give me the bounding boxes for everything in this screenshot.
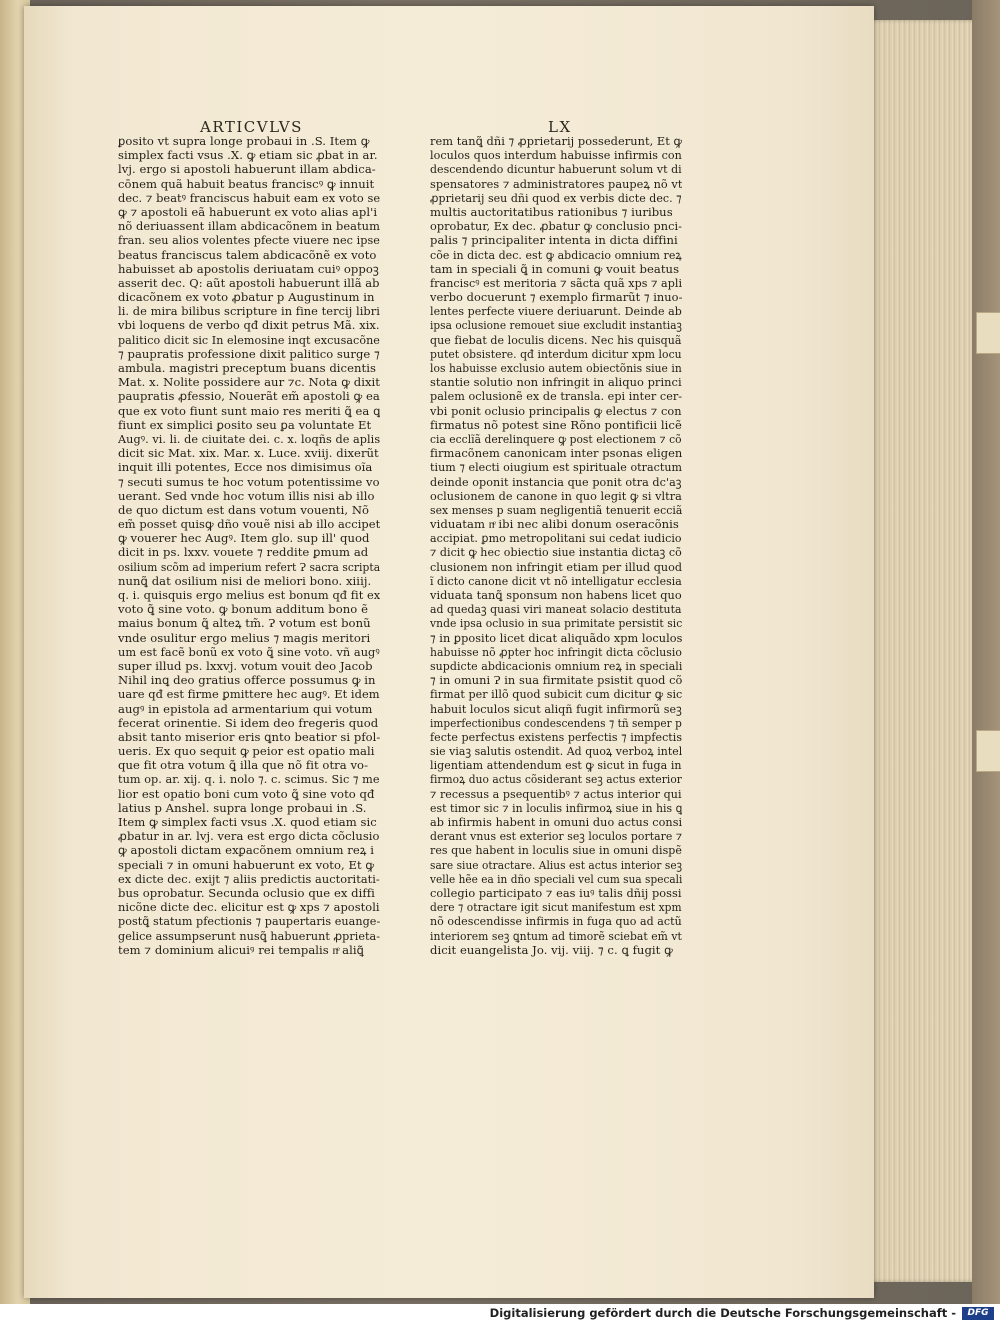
text-line: dere ⁊ otractare igit sicut manifestum est xpm	[430, 900, 682, 915]
text-line: ⁊ in ꝑposito licet dicat aliquãdo xpm loculos	[430, 630, 682, 645]
running-head-left: ARTICVLVS	[200, 118, 303, 136]
text-column-right	[430, 134, 682, 957]
text-line: paupratis ꝓfessio, Nouerãt em̃ apostoli ꝙ ea	[118, 389, 380, 404]
text-line: em̃ posset quisꝙ dño vouẽ nisi ab illo accipet	[118, 517, 380, 532]
text-line: palitico dicit sic In elemosine inqt excusacõne	[118, 332, 380, 347]
text-line: Augꝰ. vi. li. de ciuitate dei. c. x. loqñs de aplis	[118, 431, 380, 446]
text-line: dec. ⁊ beatꝰ franciscus habuit eam ex voto se	[118, 190, 380, 205]
text-line: sare siue otractare. Alius est actus interior seꝫ	[430, 857, 682, 872]
text-line: supdicte abdicacionis omnium reꝝ in speciali	[430, 658, 682, 673]
text-line: vbi loquens de verbo qđ dixit petrus Mã. xix.	[118, 318, 380, 333]
text-line: li. de mira bilibus scripture in fine tercij libri	[118, 304, 380, 319]
text-line: dicit euangelista Jo. vij. viij. ⁊ c. ꝗ fugit ꝙ	[430, 942, 673, 957]
text-line: ⁊ in omuni Ɂ in sua firmitate psistit quod cõ	[430, 673, 682, 688]
text-line: nõ deriuassent illam abdicacõnem in beatum	[118, 219, 380, 234]
text-line: fecte perfectus existens perfectis ⁊ impfectis	[430, 729, 682, 744]
text-line: ⁊ secuti sumus te hoc votum potentissime vo	[118, 474, 380, 489]
text-line: descendendo dicuntur habuerunt solum vt di	[430, 162, 682, 177]
text-line: res que habent in loculis siue in omuni dispẽ	[430, 843, 682, 858]
text-line: ꝙ apostoli dictam exꝑacõnem omnium reꝝ i	[118, 843, 374, 858]
text-line: palem oclusionẽ ex de transla. epi inter cer-	[430, 389, 682, 404]
text-line: inquit illi potentes, Ecce nos dimisimus oĩa	[118, 460, 373, 475]
funding-credit: Digitalisierung gefördert durch die Deutsche Forschungsgemeinschaft -	[489, 1306, 956, 1320]
text-line: nõ odescendisse infirmis in fuga quo ad actũ	[430, 914, 682, 929]
text-line: que fit otra votum ꝗ̃ illa que nõ fit otra vo-	[118, 758, 369, 773]
text-line: cia ecclĩã derelinquere ꝙ post electionem ⁊ cõ	[430, 431, 682, 446]
text-line: um est facẽ bonũ ex voto ꝗ̃ sine voto. vñ augꝰ	[118, 644, 380, 659]
text-line: q. i. quisquis ergo melius est bonum qđ fit ex	[118, 588, 380, 602]
text-line: ꝓprietarij seu dñi quod ex verbis dicte dec. ⁊	[430, 190, 682, 205]
text-line: habuisse nõ ꝓpter hoc infringit dicta cõclusio	[430, 644, 682, 659]
text-line: speciali ⁊ in omuni habuerunt ex voto, Et ꝙ	[118, 857, 375, 872]
text-line: fecerat orinentie. Si idem deo fregeris quod	[118, 715, 379, 730]
text-line: latius p Anshel. supra longe probaui in .S.	[118, 800, 367, 815]
text-line: collegio participato ⁊ eas iuꝰ talis dñij possi	[430, 885, 682, 900]
text-line: habuisset ab apostolis deriuatam cuiꝰ oppoꝫ	[118, 261, 379, 276]
bookmark-tab	[976, 312, 1000, 354]
text-line: vnde osulitur ergo melius ⁊ magis meritori	[118, 630, 371, 645]
text-line: Nihil inꝗ deo gratius offerce possumus ꝙ in	[118, 673, 376, 688]
text-line: vbi ponit oclusio principalis ꝙ electus ⁊ con	[430, 403, 682, 418]
text-line: ligentiam attendendum est ꝙ sicut in fuga in	[430, 758, 682, 773]
text-line: ambula. magistri preceptum buans dicentis	[118, 361, 376, 375]
text-line: verbo docuerunt ⁊ exemplo firmarũt ⁊ inuo-	[430, 290, 682, 305]
text-line: velle hẽe ea in dño speciali vel cum sua specali	[430, 871, 682, 886]
text-line: deinde oponit instancia que ponit otra dc'aꝫ	[430, 474, 682, 489]
text-line: ⁊ dicit ꝙ hec obiectio siue instantia dictaꝫ cõ	[430, 545, 682, 560]
text-line: super illud ps. lxxvj. votum vouit deo Jacob	[118, 658, 373, 673]
text-line: tium ⁊ electi oiugium est spirituale otractum	[430, 460, 682, 475]
text-line: interiorem seꝫ ꝗntum ad timorẽ sciebat em̃ vt	[430, 928, 682, 943]
text-line: cõe in dicta dec. est ꝙ abdicacio omnium reꝝ	[430, 247, 682, 262]
digitization-footer	[0, 1304, 1000, 1323]
text-line: tem ⁊ dominium alicuiꝰ rei tempalis nͤ aliꝗ̃	[118, 942, 364, 957]
text-line: accipiat. ꝑmo metropolitani sui cedat iudicio	[430, 531, 682, 546]
bookmark-tab	[976, 730, 1000, 772]
text-line: ipsa oclusione remouet siue excludit instantiaꝫ	[430, 318, 682, 333]
text-line: franciscꝰ est meritoria ⁊ sãcta quã xps ⁊ apli	[430, 275, 682, 290]
text-line: vnde ipsa oclusio in sua primitate persistit sic	[430, 616, 682, 631]
text-line: fran. seu alios volentes pfecte viuere nec ipse	[118, 233, 380, 248]
text-line: ab infirmis habent in omuni duo actus consi	[430, 815, 682, 829]
text-line: uare qđ est firme ꝑmittere hec augꝰ. Et idem	[118, 687, 380, 702]
text-line: multis auctoritatibus rationibus ⁊ iuribus	[430, 204, 673, 219]
text-line: tum op. ar. xij. q. i. nolo ⁊. c. scimus. Sic ⁊ me	[118, 772, 380, 787]
text-line: firmat per illõ quod subicit cum dicitur ꝙ sic	[430, 687, 682, 702]
text-line: rem tanꝗ̃ dñi ⁊ ꝓprietarij possederunt, Et ꝙ	[430, 134, 682, 148]
text-line: sex menses p suam negligentiã tenuerit ecciã	[430, 502, 682, 517]
text-line: derant vnus est exterior seꝫ loculos portare ⁊	[430, 829, 682, 844]
text-line: viduatam nͤ ibi nec alibi donum oseracõnis	[430, 517, 679, 532]
text-line: de quo dictum est dans votum vouenti, Nõ	[118, 502, 370, 517]
text-line: dicacõnem ex voto ꝓbatur p Augustinum in	[118, 290, 375, 305]
text-line: maius bonum ꝗ̃ alteꝝ tm̃. Ɂ votum est bonũ	[118, 616, 371, 631]
text-line: clusionem non infringit etiam per illud quod	[430, 559, 682, 574]
text-line: viduata tanꝗ̃ sponsum non habens licet quo	[430, 588, 682, 602]
text-line: tam in speciali ꝗ̃ in comuni ꝙ vouit beatus	[430, 261, 680, 276]
text-line: dicit in ps. lxxv. vouete ⁊ reddite ꝑmum ad	[118, 545, 369, 560]
text-line: absit tanto miserior eris ꝗnto beatior si pfol-	[118, 729, 380, 744]
text-line: nunꝗ̃ dat osilium nisi de meliori bono. xiiij.	[118, 573, 372, 588]
text-line: nicõne dicte dec. elicitur est ꝙ xps ⁊ apostoli	[118, 900, 380, 915]
text-line: firmacõnem canonicam inter psonas eligen	[430, 446, 682, 461]
text-line: postꝗ̃ statum pfectionis ⁊ paupertaris euange-	[118, 914, 380, 929]
text-line: que fiebat de loculis dicens. Nec his quisquã	[430, 332, 682, 347]
text-line: firmoꝝ duo actus cõsiderant seꝫ actus exterior	[430, 772, 682, 787]
text-line: uerant. Sed vnde hoc votum illis nisi ab illo	[118, 488, 375, 503]
text-line: habuit loculos sicut aliqñ fugit infirmorũ seꝫ	[430, 701, 682, 716]
text-line: voto ꝗ̃ sine voto. ꝙ bonum additum bono ẽ	[118, 602, 368, 617]
text-line: fiunt ex simplici ꝑosito seu ꝑa voluntate Et	[118, 417, 372, 432]
text-line: Item ꝙ simplex facti vsus .X. quod etiam sic	[118, 815, 377, 829]
text-line: ꝑosito vt supra longe probaui in .S. Item ꝙ	[118, 134, 370, 148]
text-line: lentes perfecte viuere deriuarunt. Deinde ab	[430, 304, 682, 319]
text-line: lior est opatio boni cum voto ꝗ̃ sine voto qđ	[118, 786, 375, 801]
text-line: gelice assumpserunt nusꝗ̃ habuerunt ꝓprieta-	[118, 928, 380, 943]
text-line: que ex voto fiunt sunt maio res meriti ꝗ̃ ea ꝗ	[118, 403, 380, 418]
right-board	[972, 0, 1000, 1304]
text-line: Mat. x. Nolite possidere aur ⁊c. Nota ꝙ dixit	[118, 375, 380, 390]
text-line: spensatores ⁊ administratores paupeꝝ nõ vt	[430, 176, 682, 191]
dfg-logo: DFG	[962, 1307, 994, 1320]
text-line: ⁊ paupratis professione dixit palitico surge ⁊	[118, 346, 380, 361]
text-line: ꝓbatur in ar. lvj. vera est ergo dicta cõclusio	[118, 829, 380, 844]
text-line: ĩ dicto canone dicit vt nõ intelligatur ecclesia	[430, 573, 682, 588]
text-line: loculos quos interdum habuisse infirmis con	[430, 148, 682, 163]
text-line: simplex facti vsus .X. ꝙ etiam sic ꝓbat in ar.	[118, 148, 378, 163]
text-line: ex dicte dec. exijt ⁊ aliis predictis auctoritati-	[118, 871, 380, 886]
text-line: oclusionem de canone in quo legit ꝙ si vltra	[430, 488, 682, 503]
text-line: ueris. Ex quo sequit ꝙ peior est opatio mali	[118, 744, 375, 759]
text-line: lvj. ergo si apostoli habuerunt illam abdica-	[118, 162, 376, 177]
text-line: beatus franciscus talem abdicacõnẽ ex voto	[118, 247, 377, 262]
text-line: imperfectionibus condescendens ⁊ tñ semper p	[430, 715, 682, 730]
text-line: putet obsistere. qđ interdum dicitur xpm locu	[430, 346, 682, 361]
text-line: firmatus nõ potest sine Rõno pontificii licẽ	[430, 417, 682, 432]
text-line: stantie solutio non infringit in aliquo princi	[430, 375, 682, 390]
folio-number: LX	[548, 118, 572, 136]
text-line: ad quedaꝫ quasi viri maneat solacio destituta	[430, 602, 682, 617]
text-line: osilium scõm ad imperium refert Ɂ sacra scripta	[118, 559, 380, 574]
text-line: est timor sic ⁊ in loculis infirmoꝝ siue in his ꝗ	[430, 800, 682, 815]
text-line: dicit sic Mat. xix. Mar. x. Luce. xviij. dixerũt	[118, 446, 379, 461]
text-line: augꝰ in epistola ad armentarium qui votum	[118, 701, 373, 716]
text-line: ꝙ vouerer hec Augꝰ. Item glo. sup ill' quod	[118, 531, 370, 546]
text-line: cōnem quã habuit beatus franciscꝰ ꝙ innuit	[118, 176, 375, 191]
text-line: sie viaꝫ salutis ostendit. Ad quoꝝ verboꝝ intel	[430, 744, 682, 759]
text-line: ꝙ ⁊ apostoli eã habuerunt ex voto alias apl'i	[118, 204, 378, 219]
text-line: los habuisse exclusio autem obiectõnis siue in	[430, 361, 682, 375]
text-column-left	[118, 134, 380, 957]
text-line: ⁊ recessus a psequentibꝰ ⁊ actus interior qui	[430, 786, 682, 801]
text-line: asserit dec. Q: aũt apostoli habuerunt illã ab	[118, 275, 380, 290]
text-line: palis ⁊ principaliter intenta in dicta diffini	[430, 233, 678, 248]
text-line: oprobatur, Ex dec. ꝓbatur ꝙ conclusio pnci-	[430, 219, 682, 234]
text-line: bus oprobatur. Secunda oclusio que ex diffi	[118, 885, 375, 900]
page-fore-edge	[866, 20, 978, 1282]
